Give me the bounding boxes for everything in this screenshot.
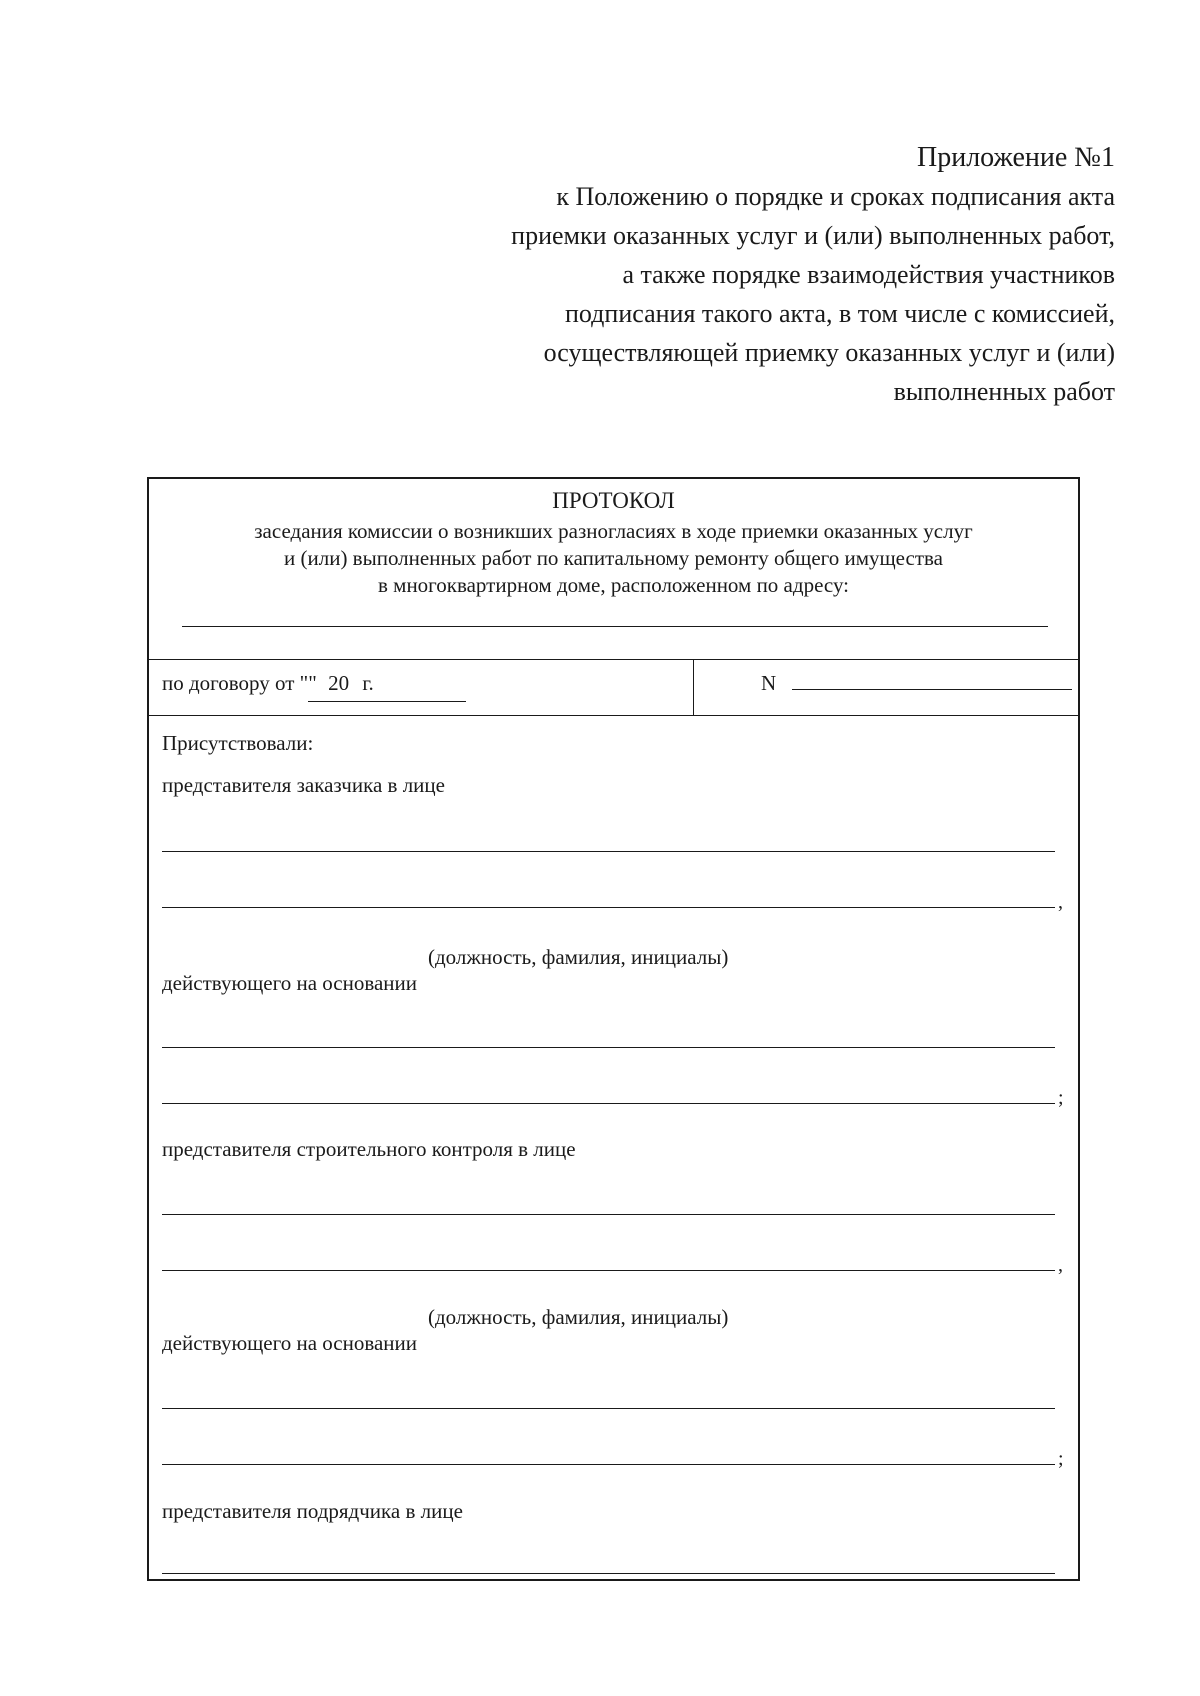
contract-year-field[interactable]: [349, 683, 379, 702]
appendix-header: [355, 138, 1115, 411]
protocol-form: [147, 477, 1080, 1581]
construction-control-rep-label: представителя строительного контроля в лице: [162, 1137, 576, 1161]
contract-row: [149, 659, 1078, 716]
semicolon: ;: [1058, 1087, 1064, 1109]
comma: ,: [1058, 1254, 1063, 1276]
construction-control-basis-field[interactable]: [162, 1408, 1055, 1409]
contract-quote: ": [308, 671, 317, 695]
appendix-line: выполненных работ: [893, 377, 1115, 406]
construction-control-rep-field[interactable]: [162, 1270, 1055, 1271]
appendix-line: осуществляющей приемку оказанных услуг и (или): [543, 338, 1115, 367]
appendix-line: подписания такого акта, в том числе с комиссией,: [565, 299, 1115, 328]
protocol-header: [149, 479, 1078, 660]
contract-year-suffix: г.: [362, 671, 374, 695]
contractor-rep-field[interactable]: [162, 1573, 1055, 1574]
appendix-title: Приложение №1: [917, 142, 1115, 173]
semicolon: ;: [1058, 1448, 1064, 1470]
contract-year-prefix: 20: [328, 671, 350, 695]
customer-rep-field[interactable]: [162, 851, 1055, 852]
customer-rep-label: представителя заказчика в лице: [162, 773, 445, 797]
protocol-subtitle-line: заседания комиссии о возникших разногласиях в ходе приемки оказанных услуг: [254, 519, 973, 543]
appendix-line: к Положению о порядке и сроках подписания акта: [556, 182, 1115, 211]
protocol-subtitle-line: и (или) выполненных работ по капитальному ремонту общего имущества: [284, 546, 943, 570]
customer-basis-field[interactable]: [162, 1047, 1055, 1048]
contractor-rep-label: представителя подрядчика в лице: [162, 1499, 463, 1523]
address-field[interactable]: [182, 626, 1048, 627]
protocol-title: ПРОТОКОЛ: [552, 488, 675, 513]
appendix-line: а также порядке взаимодействия участников: [622, 260, 1115, 289]
contract-prefix: по договору от ": [162, 671, 309, 695]
contract-date-cell: [149, 659, 694, 715]
construction-control-basis-field[interactable]: [162, 1464, 1055, 1465]
position-caption: (должность, фамилия, инициалы): [428, 1305, 729, 1329]
contract-number-field[interactable]: [792, 689, 1072, 690]
protocol-subtitle-line: в многоквартирном доме, расположенном по адресу:: [377, 573, 850, 597]
position-caption: (должность, фамилия, инициалы): [428, 945, 729, 969]
customer-basis-field[interactable]: [162, 1103, 1055, 1104]
customer-rep-field[interactable]: [162, 907, 1055, 908]
contract-number-label: N: [761, 671, 777, 695]
attendees-label: Присутствовали:: [162, 731, 314, 755]
contract-date-text: [162, 671, 374, 696]
basis-label: действующего на основании: [162, 971, 418, 995]
appendix-line: приемки оказанных услуг и (или) выполненных работ,: [511, 221, 1115, 250]
comma: ,: [1058, 891, 1063, 913]
construction-control-rep-field[interactable]: [162, 1214, 1055, 1215]
basis-label: действующего на основании: [162, 1331, 418, 1355]
